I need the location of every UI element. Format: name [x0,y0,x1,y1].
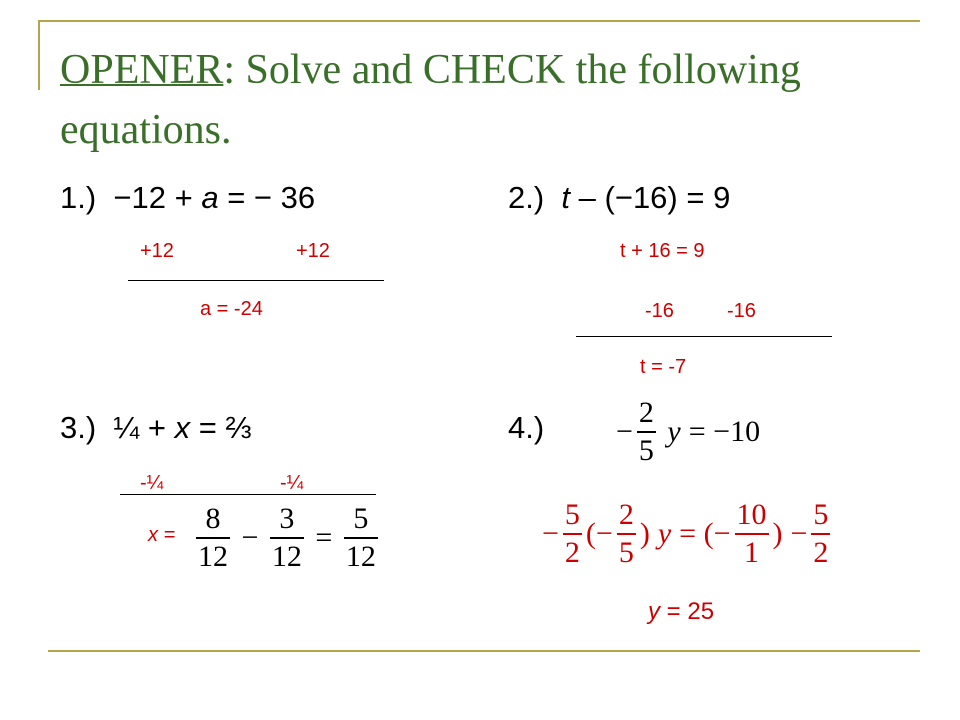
p4-equation [612,398,764,466]
p3-fraction-expression [196,504,378,572]
p3-f3-denominator: 12 [345,540,376,573]
p4-eq-numerator: 2 [637,398,656,433]
p4-w-frac-d [811,500,830,568]
p4-eq-minus: − [616,415,633,448]
p4-result [648,598,714,626]
p4-w-neg: − [542,517,559,550]
problem-3 [60,410,251,446]
p3-f3-numerator: 5 [344,504,378,539]
p4-work [538,500,830,568]
problem-2-variable: t [561,180,571,215]
p2-sub-left: -16 [645,300,674,322]
p2-rewrite: t + 16 = 9 [620,240,705,262]
p1-divider [128,280,384,281]
p3-fraction-2 [270,504,304,572]
p1-result: a = -24 [200,298,263,320]
p4-w-close-1: ) [639,517,650,550]
p3-f2-denominator: 12 [271,540,302,573]
p1-add-left: +12 [140,240,174,262]
slide-title [60,40,920,160]
p4-eq-variable: y [667,415,681,448]
p4-w-frac-a [563,500,582,568]
top-rule [38,20,920,22]
problem-4 [508,410,544,446]
p4-eq-rhs: = −10 [688,415,761,448]
p4-result-value: = 25 [660,598,715,625]
p3-f2-numerator: 3 [270,504,304,539]
p4-w-variable: y [657,517,672,550]
problem-2 [508,180,730,216]
problem-3-pre: ¼ + [113,410,175,445]
p3-fraction-1 [196,504,230,572]
p3-fraction-3 [344,504,378,572]
p4-w-c-denominator: 1 [744,536,759,569]
title-opener: OPENER [60,47,224,93]
p4-w-frac-c [735,500,769,568]
p4-w-d-denominator: 2 [813,536,829,569]
p3-equals: = [315,521,333,554]
problem-3-variable: x [174,410,191,445]
p4-w-close-2: ) [772,517,783,550]
p3-result-label [148,524,175,547]
p4-w-a-numerator: 5 [563,500,582,535]
p4-w-c-numerator: 10 [735,500,769,535]
problem-4-number: 4.) [508,410,545,445]
p3-f1-denominator: 12 [198,540,228,573]
p4-w-open-1: (− [585,517,613,550]
p3-divider [120,494,376,495]
p4-w-equals: = (− [679,517,731,550]
p2-result: t = -7 [640,356,687,378]
p1-add-right: +12 [296,240,330,262]
p4-eq-denominator: 5 [638,434,654,467]
problem-1-post: = − 36 [218,180,316,215]
problem-3-number: 3.) [60,410,97,445]
p4-eq-fraction [637,398,656,466]
p2-sub-right: -16 [727,300,756,322]
problem-1-pre: −12 + [113,180,202,215]
problem-3-post: = ⅔ [190,410,252,445]
p4-w-d-numerator: 5 [811,500,830,535]
bottom-rule [48,650,920,652]
left-rule [38,20,40,90]
p4-w-b-numerator: 2 [617,500,636,535]
p3-minus: − [241,521,259,554]
problem-2-number: 2.) [508,180,545,215]
problem-2-post: – (−16) = 9 [570,180,731,215]
p4-w-a-denominator: 2 [564,536,580,569]
p3-sub-left: -¼ [140,472,164,494]
p3-sub-right: -¼ [280,472,304,494]
p3-f1-numerator: 8 [196,504,230,539]
p3-result-var: x = [148,524,176,546]
p2-divider [576,336,832,337]
problem-1 [60,180,315,216]
problem-1-number: 1.) [60,180,97,215]
p4-w-frac-b [617,500,636,568]
p4-result-var: y [648,598,660,625]
p4-w-b-denominator: 5 [618,536,634,569]
title-rest: : Solve and CHECK the following equations. [60,47,801,153]
problem-1-variable: a [201,180,219,215]
p4-w-minus: − [790,517,808,550]
